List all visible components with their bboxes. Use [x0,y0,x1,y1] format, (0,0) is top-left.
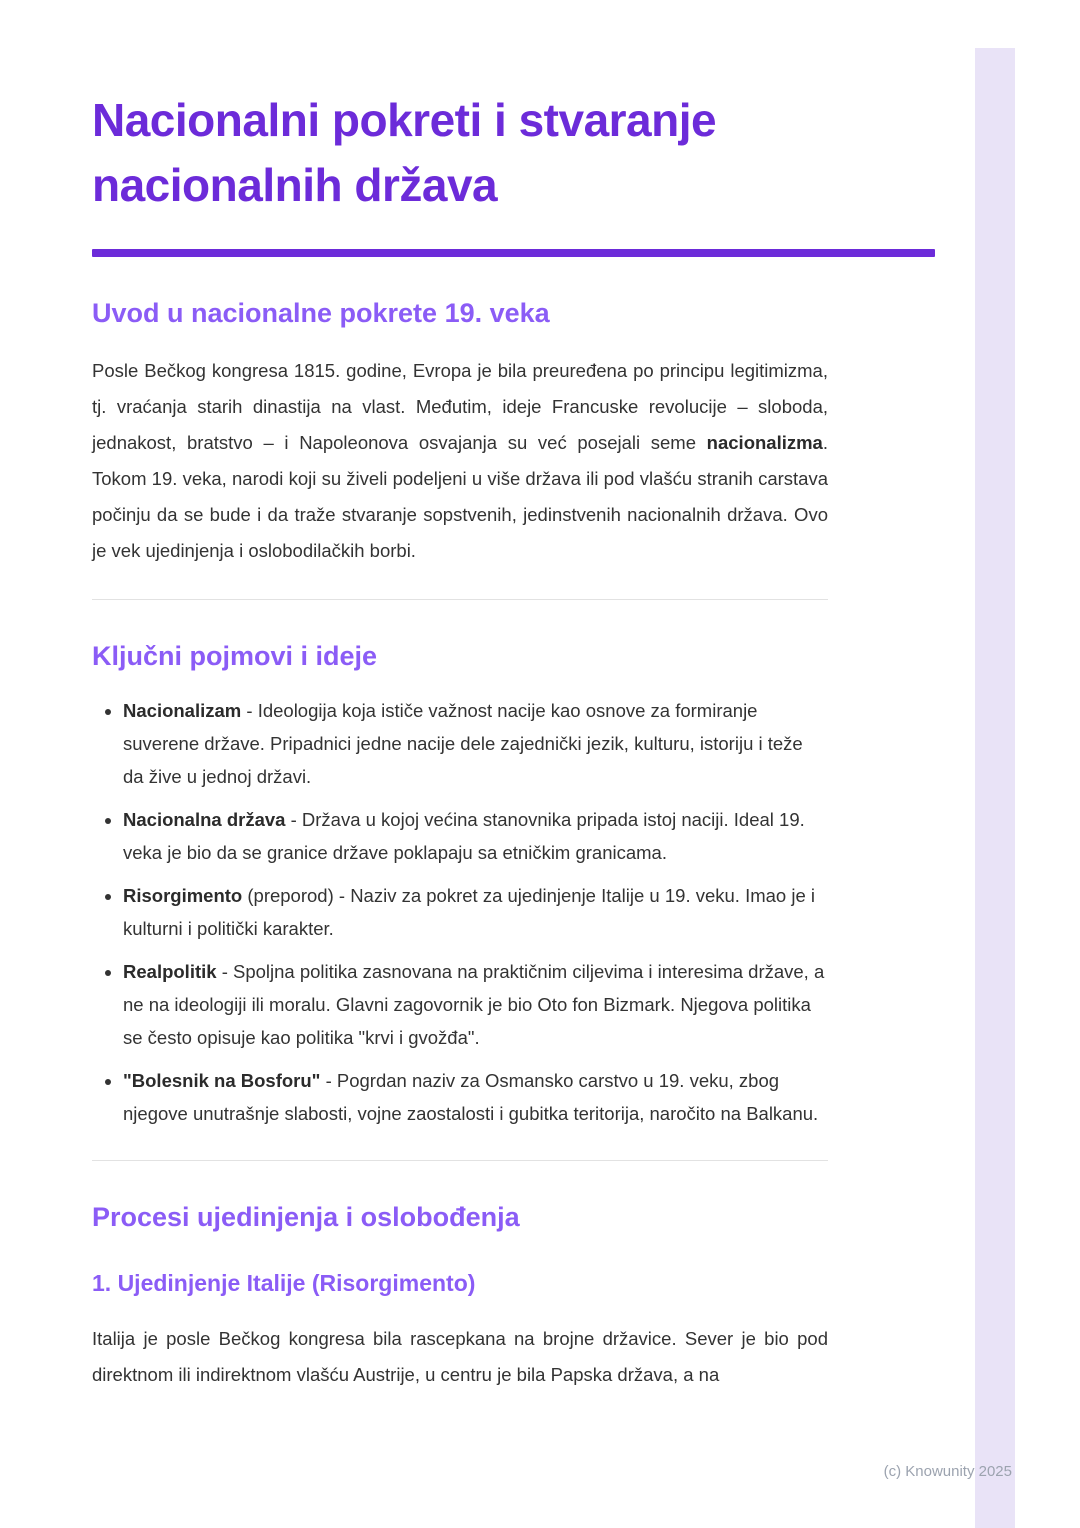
concept-description: - Spoljna politika zasnovana na praktičnim ciljevima i interesima države, a ne na ideologiji ili moralu. Glavni zagovornik je bio Oto fon Bizmark. Njegova politika se često opisuje kao politika "krvi i gvožđa". [123,961,825,1049]
concept-term: Nacionalizam [123,700,242,722]
page-title-line-1: Nacionalni pokreti i stvaranje [92,94,717,146]
watermark: (c) Knowunity 2025 [883,1463,1012,1480]
italy-paragraph: Italija je posle Bečkog kongresa bila rascepkana na brojne državice. Sever je bio pod direktnom ili indirektnom vlašću Austrije, u centru je bila Papska država, a na [92,1328,828,1386]
page-title [92,88,935,219]
concept-term: Realpolitik [123,961,217,983]
section-divider [92,1160,828,1161]
accent-strip [975,48,1015,1528]
key-concepts-list [92,694,828,1130]
concept-description: - Pogrdan naziv za Osmansko carstvo u 19. veku, zbog njegove unutrašnje slabosti, vojne zaostalosti i gubitka teritorija, naročito na Balkanu. [123,1070,819,1125]
intro-paragraph [92,353,828,569]
section-heading-processes: Procesi ujedinjenja i oslobođenja [92,1202,520,1233]
document-page [92,0,935,1393]
list-item [123,955,828,1054]
section-heading-key-concepts: Ključni pojmovi i ideje [92,641,378,672]
intro-text-before: Posle Bečkog kongresa 1815. godine, Evropa je bila preuređena po principu legitimizma, tj. vraćanja starih dinastija na vlast. Međutim, ideje Francuske revolucije – sloboda, jednakost, bratstvo – i Napoleonova osvajanja su već posejali seme [92,360,828,454]
list-item [123,694,828,793]
section-heading-intro: Uvod u nacionalne pokrete 19. veka [92,297,550,328]
intro-text-after: . Tokom 19. veka, narodi koji su živeli podeljeni u više država ili pod vlašću stranih carstava počinju da se bude i da traže stvaranje sopstvenih, jedinstvenih nacionalnih država. Ovo je vek ujedinjenja i oslobodilačkih borbi. [92,432,828,562]
title-underline-rule [92,249,935,257]
subsection-heading-italy: 1. Ujedinjenje Italije (Risorgimento) [92,1269,476,1296]
concept-description: (preporod) - Naziv za pokret za ujedinjenje Italije u 19. veku. Imao je i kulturni i politički karakter. [123,885,815,940]
list-item [123,803,828,869]
list-item [123,879,828,945]
concept-term: Nacionalna država [123,809,286,831]
list-item [123,1064,828,1130]
concept-description: - Država u kojoj većina stanovnika pripada istoj naciji. Ideal 19. veka je bio da se granice države poklapaju sa etničkim granicama. [123,809,805,864]
concept-term: "Bolesnik na Bosforu" [123,1070,321,1092]
page-title-line-2: nacionalnih država [92,159,498,212]
concept-term: Risorgimento [123,885,243,907]
section-divider [92,599,828,600]
intro-bold-term: nacionalizma [706,432,823,454]
concept-description: - Ideologija koja ističe važnost nacije kao osnove za formiranje suverene države. Pripadnici jedne nacije dele zajednički jezik, kulturu, istoriju i teže da žive u jednoj državi. [123,700,803,788]
